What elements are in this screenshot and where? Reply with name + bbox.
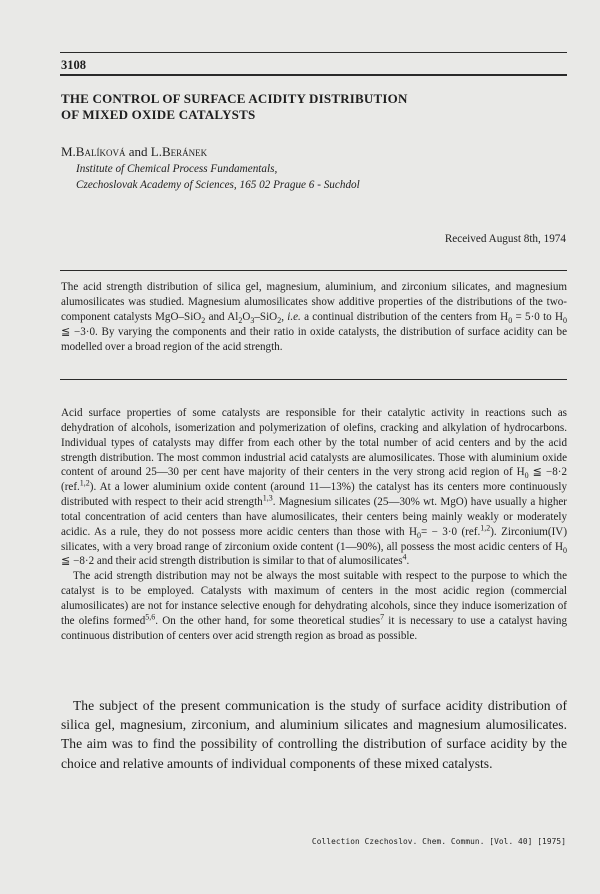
- body-text: Acid surface properties of some catalysts are responsible for their catalytic activity in reactions such as dehydration of alcohols, isomerization and polymerization of olefins, cracking and alkylation of hydrocarbons. Individual types of catalysts may differ from each other by the total number of acid centers and by the acid strength distribution. The most common industrial acid catalysts are alumosilicates. Those with aluminium oxide content of around 25—30 per cent have majority of their centers in the very strong acid region of H: [61, 407, 567, 479]
- abstract-bottom-rule: [60, 379, 567, 380]
- abstract-text: ,: [281, 311, 288, 323]
- body-text: ≦ −8·2 (ref.: [61, 466, 567, 494]
- title-line-1: THE CONTROL OF SURFACE ACIDITY DISTRIBUTION: [61, 91, 408, 106]
- affiliation-line-2: Czechoslovak Academy of Sciences, 165 02 Prague 6 - Suchdol: [76, 179, 360, 191]
- body-text: .: [406, 555, 410, 568]
- body-text: . Magnesium silicates (25—30% wt. MgO) have usually a higher total concentration of acid centers than have alumosilicates, their centers being mainly weakly or moderately acidic. As a rule, they do not possess more acidic centers than those with H: [61, 496, 568, 538]
- abstract-text: and Al: [205, 311, 239, 323]
- reference-mark: 7: [380, 612, 385, 622]
- abstract-top-rule: [60, 270, 567, 271]
- reference-mark: 1,3: [262, 493, 273, 503]
- subscript: 0: [416, 530, 421, 540]
- abstract-text: = 5·0 to H: [512, 311, 564, 323]
- title-line-2: OF MIXED OXIDE CATALYSTS: [61, 107, 256, 122]
- header-rule: [60, 74, 567, 76]
- affiliation: [76, 161, 360, 193]
- body-text: ). Zirconium(IV) silicates, with a very broad range of zirconium oxide content (1—90%), all possess the most acidic centers of H: [61, 525, 568, 553]
- author-1: M.Balíková: [61, 144, 126, 159]
- subscript: 2: [277, 316, 282, 326]
- body-text: . On the other hand, for some theoretical studies: [155, 614, 381, 627]
- authors-and: and: [128, 144, 148, 159]
- reference-mark: 1,2: [480, 523, 491, 533]
- received-date: Received August 8th, 1974: [444, 233, 566, 245]
- authors: [61, 144, 207, 160]
- reference-mark: 5,6: [145, 612, 156, 622]
- paragraph-3: The subject of the present communication is the study of surface acidity distribution of silica gel, magnesium, zirconium, and aluminium silicates and magnesium alumosilicates. The aim was to find the possibility of controlling the distribution of surface acidity by the choice and relative amounts of individual components of these mixed catalysts.: [61, 698, 567, 771]
- abstract-text: a continual distribution of the centers from H: [300, 311, 509, 323]
- body-text: The acid strength distribution may not be always the most suitable with respect to the purpose to which the catalyst is to be employed. Catalysts with maximum of centers in the most acidic region (commercial alumosilicates) are not for instance selective enough for dehydrating alcohols, since they induce isomerization of the olefins formed: [61, 570, 567, 627]
- abstract: [61, 280, 567, 355]
- subscript: 2: [201, 316, 206, 326]
- author-2: L.Beránek: [150, 144, 208, 159]
- abstract-text: The acid strength distribution of silica gel, magnesium, aluminium, and zirconium silicates, and magnesium alumosilicates was studied. Magnesium alumosilicates show additive properties of the distributions of the two-component catalysts MgO–SiO: [61, 281, 567, 323]
- body-text: ). At a lower aluminium oxide content (around 11—13%) the catalyst has its centers more continuously distributed with respect to their acid strength: [61, 481, 567, 509]
- subscript: 2: [238, 316, 243, 326]
- abstract-text: O: [242, 311, 251, 323]
- body-text: = − 3·0 (ref.: [420, 525, 481, 538]
- affiliation-line-1: Institute of Chemical Process Fundamentals,: [76, 163, 278, 175]
- reference-mark: 4: [402, 552, 407, 562]
- abstract-text: –SiO: [254, 311, 278, 323]
- body-text: ≦ −8·2 and their acid strength distribution is similar to that of alumosilicates: [61, 555, 403, 568]
- abstract-text: ≦ −3·0. By varying the components and their ratio in oxide catalysts, the distribution of surface acidity can be modelled over a broad region of the acid strength.: [61, 326, 567, 353]
- top-rule: [60, 52, 567, 53]
- abstract-ie: i.e.: [287, 311, 301, 323]
- paragraph-2: [61, 569, 567, 643]
- page-number: 3108: [61, 58, 86, 72]
- subscript: 0: [524, 471, 529, 481]
- subscript: 0: [563, 545, 567, 555]
- journal-citation: Collection Czechoslov. Chem. Commun. [Vol. 40] [1975]: [311, 837, 566, 846]
- subscript: 0: [563, 316, 568, 326]
- article-body: [61, 406, 567, 644]
- subscript: 3: [250, 316, 255, 326]
- reference-mark: 1,2: [79, 478, 90, 488]
- paragraph-1: [61, 406, 567, 569]
- article-title: [61, 91, 561, 123]
- subscript: 0: [508, 316, 513, 326]
- body-text: it is necessary to use a catalyst having continuous distribution of centers over acid strength region as broad as possible.: [61, 614, 567, 642]
